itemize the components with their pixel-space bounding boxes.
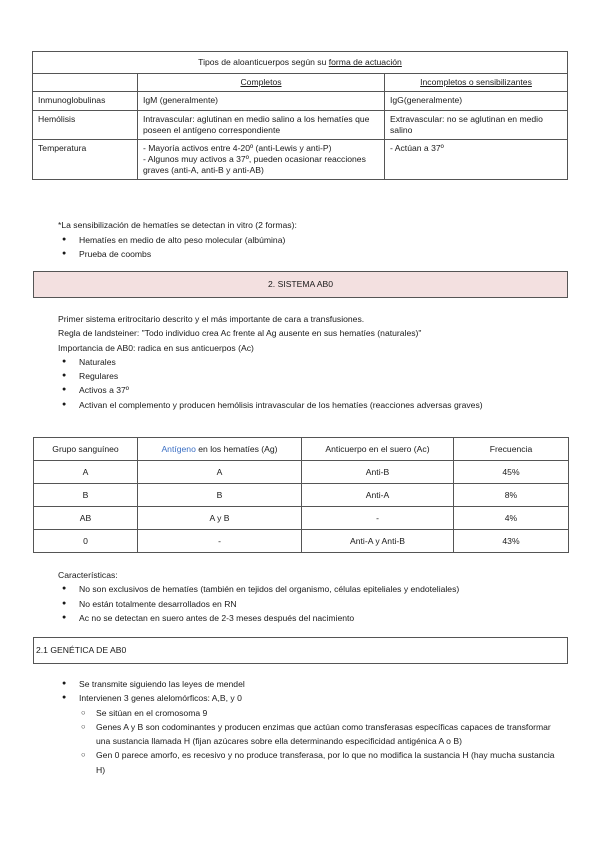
col-header-antigeno: Antígeno en los hematíes (Ag) bbox=[138, 438, 302, 461]
cell-incompletos: - Actúan a 37º bbox=[385, 139, 568, 180]
cell-frecuencia: 45% bbox=[454, 461, 569, 484]
list-item: ● Intervienen 3 genes alelomórficos: A,B, y 0 bbox=[58, 691, 558, 705]
empty-header-cell bbox=[33, 74, 138, 92]
caracteristicas-title: Características: bbox=[58, 570, 118, 580]
note-intro: *La sensibilización de hematíes se detectan in vitro (2 formas): bbox=[58, 220, 297, 230]
list-item: ● No son exclusivos de hematíes (también en tejidos del organismo, células epiteliales y endoteliales) bbox=[58, 582, 568, 596]
row-label: Temperatura bbox=[33, 139, 138, 180]
cell-antigeno: - bbox=[138, 530, 302, 553]
cell-antigeno: A y B bbox=[138, 507, 302, 530]
cell-grupo: AB bbox=[34, 507, 138, 530]
sensibilizacion-note bbox=[58, 218, 297, 262]
note-list bbox=[58, 233, 297, 262]
col-header-completos: Completos bbox=[138, 74, 385, 92]
list-item: ● Se transmite siguiendo las leyes de mendel bbox=[58, 677, 558, 691]
aloanticuerpos-table bbox=[32, 51, 568, 180]
genetica-list bbox=[58, 677, 558, 706]
col-header-frecuencia: Frecuencia bbox=[454, 438, 569, 461]
cell-anticuerpo: Anti-B bbox=[302, 461, 454, 484]
list-item: ● Ac no se detectan en suero antes de 2-3 meses después del nacimiento bbox=[58, 611, 568, 625]
list-item: ● Hematíes en medio de alto peso molecular (albúmina) bbox=[58, 233, 297, 248]
cell-grupo: A bbox=[34, 461, 138, 484]
genetica-sublist bbox=[79, 706, 558, 777]
anticuerpos-list bbox=[58, 355, 558, 412]
cell-incompletos: Extravascular: no se aglutinan en medio salino bbox=[385, 110, 568, 139]
sub-list-item: ○ Gen 0 parece amorfo, es recesivo y no produce transferasa, por lo que no modifica la sustancia H (hay mucha sustancia H) bbox=[79, 748, 558, 777]
list-item: ● Prueba de coombs bbox=[58, 247, 297, 262]
table-title-link[interactable]: forma de actuación bbox=[328, 57, 402, 67]
section-header-sistema-ab0 bbox=[33, 271, 568, 298]
col-header-incompletos: Incompletos o sensibilizantes bbox=[385, 74, 568, 92]
list-item: ● Activos a 37º bbox=[58, 383, 558, 397]
grupos-sanguineos-table bbox=[33, 437, 569, 553]
table-header-row bbox=[34, 438, 569, 461]
paragraph: Regla de landsteiner: "Todo individuo crea Ac frente al Ag ausente en sus hematíes (naturales)" bbox=[58, 328, 422, 339]
cell-antigeno: A bbox=[138, 461, 302, 484]
caracteristicas-list bbox=[58, 582, 568, 625]
cell-grupo: 0 bbox=[34, 530, 138, 553]
cell-anticuerpo: Anti-A y Anti-B bbox=[302, 530, 454, 553]
paragraph: Importancia de AB0: radica en sus anticuerpos (Ac) bbox=[58, 342, 254, 353]
antigeno-link[interactable]: Antígeno bbox=[161, 444, 196, 454]
paragraph: Primer sistema eritrocitario descrito y el más importante de cara a transfusiones. bbox=[58, 314, 365, 324]
table-title bbox=[33, 52, 568, 74]
table-row bbox=[34, 461, 569, 484]
section-title: 2.1 GENÉTICA DE AB0 bbox=[36, 645, 127, 655]
cell-frecuencia: 43% bbox=[454, 530, 569, 553]
cell-anticuerpo: - bbox=[302, 507, 454, 530]
section-header-genetica-ab0 bbox=[33, 637, 568, 664]
cell-incompletos: IgG(generalmente) bbox=[385, 92, 568, 110]
row-label: Inmunoglobulinas bbox=[33, 92, 138, 110]
col-header-grupo: Grupo sanguíneo bbox=[34, 438, 138, 461]
table-row bbox=[33, 92, 568, 110]
col-header-anticuerpo: Anticuerpo en el suero (Ac) bbox=[302, 438, 454, 461]
cell-anticuerpo: Anti-A bbox=[302, 484, 454, 507]
genetica-body bbox=[58, 677, 558, 777]
cell-completos: IgM (generalmente) bbox=[138, 92, 385, 110]
caracteristicas-block bbox=[58, 568, 568, 625]
list-item: ● Activan el complemento y producen hemólisis intravascular de los hematíes (reacciones adversas graves) bbox=[58, 398, 558, 412]
table-row bbox=[34, 530, 569, 553]
cell-frecuencia: 8% bbox=[454, 484, 569, 507]
table-row bbox=[34, 484, 569, 507]
cell-frecuencia: 4% bbox=[454, 507, 569, 530]
sub-list-item: ○ Se sitúan en el cromosoma 9 bbox=[79, 706, 558, 720]
table-row bbox=[33, 110, 568, 139]
section2-body bbox=[58, 312, 558, 412]
list-item: ● Naturales bbox=[58, 355, 558, 369]
section-title: 2. SISTEMA AB0 bbox=[268, 279, 333, 289]
list-item: ● No están totalmente desarrollados en RN bbox=[58, 597, 568, 611]
list-item: ● Regulares bbox=[58, 369, 558, 383]
row-label: Hemólisis bbox=[33, 110, 138, 139]
cell-completos: Intravascular: aglutinan en medio salino a los hematíes que poseen el antígeno correspondiente bbox=[138, 110, 385, 139]
table-row bbox=[34, 507, 569, 530]
cell-antigeno: B bbox=[138, 484, 302, 507]
cell-grupo: B bbox=[34, 484, 138, 507]
cell-completos: - Mayoría activos entre 4-20º (anti-Lewis y anti-P) - Algunos muy activos a 37º, pueden ocasionar reacciones graves (anti-A, anti-B y anti-AB) bbox=[138, 139, 385, 180]
sub-list-item: ○ Genes A y B son codominantes y producen enzimas que actúan como transferasas específicas capaces de transformar una sustancia llamada H (fijan azúcares sobre ella determinando especificidad antigénica A o B) bbox=[79, 720, 558, 749]
table-title-text: Tipos de aloanticuerpos según su bbox=[198, 57, 329, 67]
table-row bbox=[33, 139, 568, 180]
